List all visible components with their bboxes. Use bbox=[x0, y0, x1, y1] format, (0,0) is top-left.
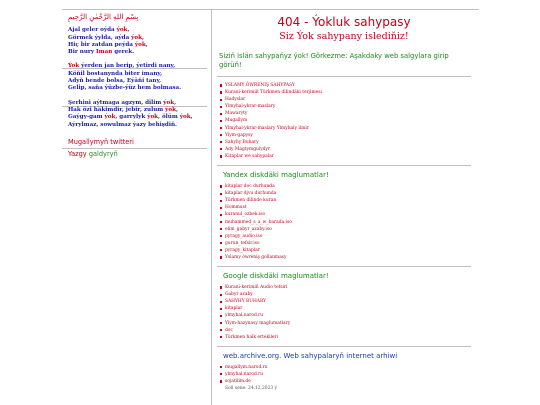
list-link[interactable]: Ylym-gapysy bbox=[225, 132, 471, 139]
list-link[interactable]: muhammed_s_a_w_barada.iso bbox=[225, 219, 471, 226]
list-link[interactable]: Türkmen halk ertekileri bbox=[225, 334, 471, 341]
poem-line bbox=[68, 27, 206, 34]
list-link[interactable]: Sahyhy Buhary bbox=[225, 139, 471, 146]
page-title: 404 - Ýokluk sahypasy bbox=[277, 15, 411, 29]
list-link[interactable]: Mawaryty bbox=[225, 110, 471, 117]
list-link[interactable]: YSLAMY ÖWRENIŞ SAHYPASY bbox=[225, 82, 471, 89]
poem-text: Köňil bostanynda biter imany, bbox=[68, 70, 163, 77]
poem-highlight: ýok bbox=[163, 99, 175, 106]
list-link[interactable]: Kurani-kerimiň Audio tefsiri bbox=[225, 284, 471, 291]
list-link[interactable]: Ady Magtymgulydyr bbox=[225, 146, 471, 153]
link-list-yandex bbox=[217, 183, 471, 261]
poem-line bbox=[68, 63, 206, 70]
poem-highlight: ýok bbox=[116, 27, 128, 34]
list-link[interactable]: kitaplar doc durhunda bbox=[225, 183, 471, 190]
poem-text: Aýrylmaz, sowulmaz ýazy behişdiň. bbox=[68, 121, 177, 128]
poem-text: Ajal geler oýda bbox=[68, 27, 117, 34]
poem-text: gerek. bbox=[112, 49, 135, 56]
list-link[interactable]: Ylmyhal-ykrar-maslary bbox=[225, 103, 471, 110]
poem-highlight: ýok bbox=[165, 106, 177, 113]
list-link[interactable]: Gabyr azaby bbox=[225, 291, 471, 298]
poem-line bbox=[68, 71, 206, 78]
poem-line bbox=[68, 35, 206, 42]
list-link[interactable]: sojatilim.de bbox=[225, 378, 471, 385]
poem-text: Görmek ýylda, aýda bbox=[68, 34, 132, 41]
list-link[interactable]: Ylmyhal-ykrar-maslary Ylmyhaly ilmir bbox=[225, 125, 471, 132]
poem-text: , bbox=[145, 41, 148, 48]
left-column bbox=[68, 14, 206, 160]
poem-text: Gaýgy-gam bbox=[68, 114, 105, 121]
page-subtitle: Siz Ýok sahypany islediňiz! bbox=[279, 31, 409, 42]
post-link-suffix[interactable]: galdyryň bbox=[86, 149, 118, 158]
poem-stanza bbox=[68, 63, 206, 92]
list-link[interactable]: gurun_tefsir.iso bbox=[225, 240, 471, 247]
list-link[interactable]: ylmyhal.narod.ru bbox=[225, 371, 471, 378]
poem-text: Gelip, saňa ýüzbe-ýüz hem bolmasa. bbox=[68, 85, 182, 92]
poem-text: , bbox=[176, 106, 178, 113]
list-link[interactable]: Kurani-kerimiň Türkmen dilindäki terjimesi bbox=[225, 89, 471, 96]
list-link[interactable]: elim_gabyr_azaby.iso bbox=[225, 226, 471, 233]
poem-highlight: ýok bbox=[104, 114, 116, 121]
poem-text: , bbox=[174, 99, 177, 106]
list-link[interactable]: Kitaplar we sahypalar bbox=[225, 153, 471, 160]
poem-stanza bbox=[68, 27, 206, 56]
link-list-google bbox=[217, 284, 471, 341]
link-list-archive bbox=[217, 364, 471, 385]
twitter-link[interactable] bbox=[68, 136, 206, 148]
poem-text: Bir nury bbox=[68, 49, 97, 56]
poem-text: , bbox=[142, 34, 144, 41]
google-heading: Google diskdäki maglumatlar! bbox=[223, 272, 329, 281]
poem-line bbox=[68, 42, 206, 49]
list-link[interactable]: SAHYHY BUHARY bbox=[225, 298, 471, 305]
poem-text: , bbox=[190, 114, 193, 121]
divider bbox=[217, 76, 471, 77]
list-link[interactable]: kitaplar bbox=[225, 305, 471, 312]
list-link[interactable]: Türkmen dilinde kuran bbox=[225, 197, 471, 204]
poem-line bbox=[68, 122, 206, 129]
list-link[interactable]: kuranul_ozbek.iso bbox=[225, 211, 471, 218]
twitter-link-text[interactable]: Mugallymyň twitteri bbox=[68, 137, 134, 146]
intro-text: Siziň islän sahypaňyz ýok! Görkezme: Aşakdaky web salgylara girip görüň! bbox=[219, 52, 449, 69]
list-link[interactable]: kitaplar djvu durhunda bbox=[225, 190, 471, 197]
poem-highlight: ýok bbox=[147, 114, 159, 121]
list-link[interactable]: mugallym.narod.ru bbox=[225, 364, 471, 371]
link-list-main bbox=[217, 82, 471, 160]
top-rule bbox=[62, 9, 479, 10]
list-link[interactable]: ylmyhal.narod.ru bbox=[225, 312, 471, 319]
poem-line bbox=[68, 114, 206, 121]
poem-highlight: ýok bbox=[179, 114, 191, 121]
post-link-text[interactable]: Yazgy bbox=[68, 149, 87, 158]
poem-text: ýerden jan berip, ýetirdi nany, bbox=[79, 63, 176, 70]
yandex-heading: Yandex diskdäki maglumatlar! bbox=[223, 171, 329, 180]
poem-line bbox=[68, 49, 206, 56]
poem-text: Şerhini aýtmaga agzym, dilim bbox=[68, 99, 164, 106]
bismillah-text: بِسْمِ اللهِ الرَّحْمٰنِ الرَّحِيمِ bbox=[68, 13, 139, 21]
divider bbox=[217, 346, 471, 347]
archive-heading: web.archive.org. Web sahypalaryň internet arhiwi bbox=[223, 351, 398, 360]
poem-line bbox=[68, 100, 206, 107]
divider bbox=[217, 165, 471, 166]
poem-text: , garrylyk bbox=[115, 114, 148, 121]
poem-text: Hak özi häkimdir, jebir, zulum bbox=[68, 106, 166, 113]
list-link[interactable]: Mugallym bbox=[225, 117, 471, 124]
poem-stanza bbox=[68, 100, 206, 129]
poem-highlight: Iman bbox=[96, 49, 113, 56]
list-link[interactable]: Ylym-hazynasy maglumatlary bbox=[225, 320, 471, 327]
divider bbox=[217, 266, 471, 267]
list-link[interactable]: doc bbox=[225, 327, 471, 334]
poem-line bbox=[68, 85, 206, 92]
list-link[interactable]: pyragy_kitaplar bbox=[225, 247, 471, 254]
list-link[interactable]: Hadyslar bbox=[225, 96, 471, 103]
poem-highlight: Ýok bbox=[68, 63, 80, 70]
poem-text: , ölüm bbox=[158, 114, 180, 121]
poem bbox=[68, 27, 206, 129]
poem-text: Adyň bende bolsa, Eýäňi tany, bbox=[68, 78, 162, 85]
poem-highlight: ýok bbox=[134, 41, 146, 48]
list-link[interactable]: pyragy_audio.iso bbox=[225, 233, 471, 240]
post-link[interactable] bbox=[68, 148, 206, 160]
last-updated: Soñ sene: 24.12.2023 ý bbox=[225, 386, 278, 392]
poem-text: Hiç bir zatdan peýda bbox=[68, 41, 135, 48]
column-divider bbox=[211, 9, 212, 405]
poem-text: , bbox=[127, 27, 130, 34]
poem-highlight: ýok bbox=[131, 34, 143, 41]
main-column bbox=[217, 14, 471, 392]
list-link[interactable]: Hommust bbox=[225, 204, 471, 211]
list-link[interactable]: Yslamy öwreniş gollanmasy bbox=[225, 254, 471, 261]
